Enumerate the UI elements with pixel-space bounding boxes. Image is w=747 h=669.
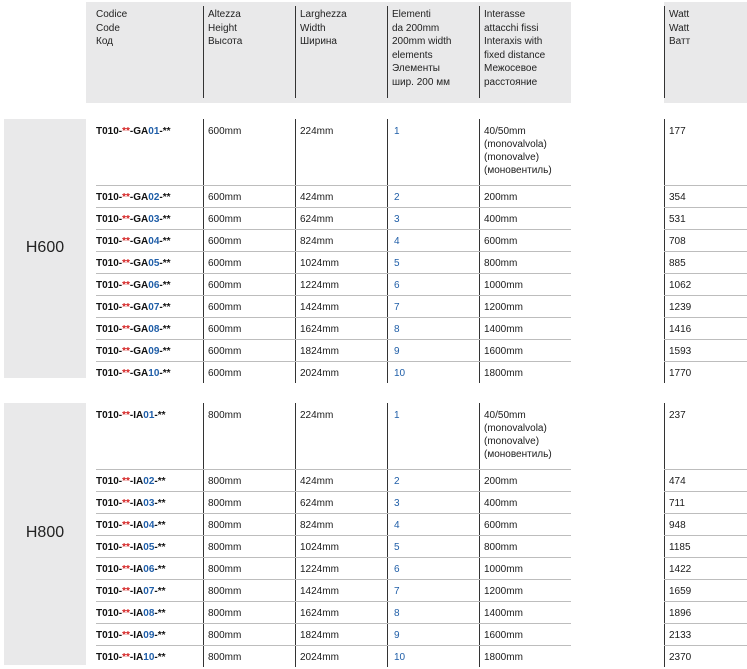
watt-value: 177 bbox=[669, 126, 686, 137]
interaxis-line: 600mm bbox=[484, 236, 518, 247]
elements-value: 9 bbox=[394, 630, 400, 641]
interaxis-line: 1600mm bbox=[484, 630, 523, 641]
watt-value: 2370 bbox=[669, 652, 692, 663]
width-value: 624mm bbox=[300, 214, 334, 225]
code-number: 06 bbox=[143, 564, 155, 575]
height-value: 600mm bbox=[208, 346, 242, 357]
width-value: 224mm bbox=[300, 410, 334, 421]
watt-value: 711 bbox=[669, 498, 685, 509]
code-number: 01 bbox=[148, 126, 160, 137]
product-code bbox=[96, 213, 171, 226]
interaxis-line: 1600mm bbox=[484, 346, 523, 357]
code-number: 08 bbox=[143, 608, 155, 619]
code-number: 01 bbox=[143, 410, 155, 421]
header-watt: Watt Watt Ватт bbox=[669, 9, 691, 47]
row-separator-watt bbox=[664, 601, 747, 602]
product-code bbox=[96, 191, 171, 204]
row-separator bbox=[96, 579, 571, 580]
product-code bbox=[96, 257, 171, 270]
width-value: 224mm bbox=[300, 126, 334, 137]
product-code bbox=[96, 519, 166, 532]
code-prefix: T010- bbox=[96, 542, 123, 553]
height-value: 600mm bbox=[208, 192, 242, 203]
interaxis-line: (monovalvola) bbox=[484, 423, 547, 434]
watt-value: 1185 bbox=[669, 542, 691, 553]
header-elements: Elementi da 200mm 200mm width elements Элементы шир. 200 мм bbox=[392, 9, 452, 88]
elements-value: 6 bbox=[394, 564, 400, 575]
interaxis-line: 800mm bbox=[484, 258, 518, 269]
interaxis-value bbox=[484, 629, 523, 642]
row-separator-watt bbox=[664, 645, 747, 646]
code-series: -GA bbox=[129, 126, 149, 137]
row-separator bbox=[96, 557, 571, 558]
watt-value: 1062 bbox=[669, 280, 692, 291]
watt-value: 1416 bbox=[669, 324, 692, 335]
header-column-separator bbox=[295, 6, 296, 98]
code-series: -GA bbox=[129, 236, 149, 247]
elements-value: 5 bbox=[394, 542, 400, 553]
row-separator-watt bbox=[664, 513, 747, 514]
code-series: -IA bbox=[129, 630, 144, 641]
code-variant-marker: ** bbox=[122, 368, 130, 379]
row-separator-watt bbox=[664, 623, 747, 624]
code-number: 03 bbox=[143, 498, 155, 509]
interaxis-value bbox=[484, 279, 523, 292]
code-number: 09 bbox=[148, 346, 160, 357]
row-separator-watt bbox=[664, 339, 747, 340]
row-separator bbox=[96, 469, 571, 470]
code-series: -IA bbox=[129, 652, 144, 663]
code-series: -IA bbox=[129, 586, 144, 597]
height-value: 800mm bbox=[208, 542, 242, 553]
code-number: 04 bbox=[143, 520, 155, 531]
interaxis-line: (моновентиль) bbox=[484, 165, 552, 176]
code-prefix: T010- bbox=[96, 236, 123, 247]
header-width: Larghezza Width Ширина bbox=[300, 9, 347, 47]
product-code bbox=[96, 301, 171, 314]
code-prefix: T010- bbox=[96, 126, 123, 137]
elements-value: 10 bbox=[394, 652, 406, 663]
row-separator bbox=[96, 273, 571, 274]
interaxis-line: 1000mm bbox=[484, 280, 523, 291]
interaxis-line: (monovalve) bbox=[484, 152, 540, 163]
row-separator-watt bbox=[664, 251, 747, 252]
width-value: 1424mm bbox=[300, 586, 339, 597]
code-suffix: -** bbox=[159, 236, 171, 247]
product-code bbox=[96, 235, 171, 248]
row-separator bbox=[96, 229, 571, 230]
row-separator-watt bbox=[664, 317, 747, 318]
product-code bbox=[96, 279, 171, 292]
interaxis-line: 400mm bbox=[484, 214, 518, 225]
row-separator bbox=[96, 491, 571, 492]
code-suffix: -** bbox=[154, 476, 166, 487]
code-variant-marker: ** bbox=[122, 520, 130, 531]
code-variant-marker: ** bbox=[122, 542, 130, 553]
group-label: H800 bbox=[25, 524, 65, 541]
code-variant-marker: ** bbox=[122, 608, 130, 619]
code-number: 05 bbox=[143, 542, 155, 553]
elements-value: 6 bbox=[394, 280, 400, 291]
watt-value: 948 bbox=[669, 520, 686, 531]
code-prefix: T010- bbox=[96, 520, 123, 531]
code-number: 06 bbox=[148, 280, 160, 291]
code-suffix: -** bbox=[154, 630, 166, 641]
row-separator bbox=[96, 513, 571, 514]
width-value: 1224mm bbox=[300, 280, 339, 291]
width-value: 624mm bbox=[300, 498, 334, 509]
row-separator-watt bbox=[664, 469, 747, 470]
code-suffix: -** bbox=[154, 542, 166, 553]
watt-value: 1896 bbox=[669, 608, 692, 619]
code-suffix: -** bbox=[154, 520, 166, 531]
interaxis-value bbox=[484, 213, 517, 226]
code-variant-marker: ** bbox=[122, 498, 130, 509]
code-number: 02 bbox=[148, 192, 160, 203]
interaxis-line: 40/50mm bbox=[484, 126, 526, 137]
product-code bbox=[96, 607, 166, 620]
code-variant-marker: ** bbox=[122, 652, 130, 663]
watt-value: 237 bbox=[669, 410, 686, 421]
code-suffix: -** bbox=[159, 368, 171, 379]
code-suffix: -** bbox=[159, 346, 171, 357]
code-suffix: -** bbox=[154, 652, 166, 663]
interaxis-value bbox=[484, 651, 523, 664]
width-value: 2024mm bbox=[300, 652, 339, 663]
interaxis-line: 200mm bbox=[484, 476, 518, 487]
code-variant-marker: ** bbox=[122, 302, 130, 313]
row-separator bbox=[96, 361, 571, 362]
height-value: 800mm bbox=[208, 586, 242, 597]
code-suffix: -** bbox=[154, 586, 166, 597]
interaxis-value bbox=[484, 475, 517, 488]
code-suffix: -** bbox=[159, 280, 171, 291]
height-value: 600mm bbox=[208, 258, 242, 269]
code-prefix: T010- bbox=[96, 608, 123, 619]
interaxis-value bbox=[484, 497, 517, 510]
row-separator-watt bbox=[664, 185, 747, 186]
interaxis-line: 600mm bbox=[484, 520, 518, 531]
interaxis-value bbox=[484, 585, 523, 598]
code-prefix: T010- bbox=[96, 324, 123, 335]
code-prefix: T010- bbox=[96, 410, 123, 421]
width-value: 824mm bbox=[300, 236, 334, 247]
code-suffix: -** bbox=[159, 214, 171, 225]
height-value: 800mm bbox=[208, 564, 242, 575]
code-variant-marker: ** bbox=[122, 630, 130, 641]
code-prefix: T010- bbox=[96, 498, 123, 509]
elements-value: 4 bbox=[394, 520, 400, 531]
code-number: 05 bbox=[148, 258, 160, 269]
watt-value: 1422 bbox=[669, 564, 692, 575]
code-suffix: -** bbox=[154, 410, 166, 421]
height-value: 600mm bbox=[208, 214, 242, 225]
interaxis-line: 800mm bbox=[484, 542, 518, 553]
code-number: 07 bbox=[148, 302, 160, 313]
height-value: 600mm bbox=[208, 302, 242, 313]
code-series: -GA bbox=[129, 302, 149, 313]
width-value: 1224mm bbox=[300, 564, 339, 575]
row-separator bbox=[96, 645, 571, 646]
height-value: 600mm bbox=[208, 236, 242, 247]
watt-value: 885 bbox=[669, 258, 686, 269]
watt-value: 1593 bbox=[669, 346, 692, 357]
watt-value: 1770 bbox=[669, 368, 692, 379]
code-series: -GA bbox=[129, 214, 149, 225]
code-number: 10 bbox=[143, 652, 155, 663]
code-variant-marker: ** bbox=[122, 126, 130, 137]
row-separator-watt bbox=[664, 491, 747, 492]
header-column-separator bbox=[203, 6, 204, 98]
product-code bbox=[96, 409, 166, 422]
elements-value: 7 bbox=[394, 586, 400, 597]
watt-value: 474 bbox=[669, 476, 686, 487]
row-separator bbox=[96, 535, 571, 536]
product-code bbox=[96, 323, 171, 336]
watt-value: 354 bbox=[669, 192, 686, 203]
code-suffix: -** bbox=[154, 608, 166, 619]
row-separator bbox=[96, 317, 571, 318]
code-prefix: T010- bbox=[96, 192, 123, 203]
height-value: 600mm bbox=[208, 324, 242, 335]
watt-value: 2133 bbox=[669, 630, 692, 641]
code-suffix: -** bbox=[159, 302, 171, 313]
product-code bbox=[96, 475, 166, 488]
code-prefix: T010- bbox=[96, 214, 123, 225]
interaxis-line: 1800mm bbox=[484, 652, 523, 663]
group-label: H600 bbox=[25, 238, 65, 256]
code-prefix: T010- bbox=[96, 346, 123, 357]
code-series: -IA bbox=[129, 564, 144, 575]
code-variant-marker: ** bbox=[122, 192, 130, 203]
height-value: 600mm bbox=[208, 368, 242, 379]
product-code bbox=[96, 563, 166, 576]
row-separator bbox=[96, 623, 571, 624]
product-code bbox=[96, 651, 166, 664]
elements-value: 8 bbox=[394, 324, 400, 335]
elements-value: 7 bbox=[394, 302, 400, 313]
code-variant-marker: ** bbox=[122, 214, 130, 225]
row-separator bbox=[96, 251, 571, 252]
interaxis-line: 1200mm bbox=[484, 586, 523, 597]
width-value: 1024mm bbox=[300, 258, 339, 269]
width-value: 424mm bbox=[300, 192, 334, 203]
product-code bbox=[96, 125, 171, 138]
product-code bbox=[96, 345, 171, 358]
code-series: -IA bbox=[129, 520, 144, 531]
code-prefix: T010- bbox=[96, 652, 123, 663]
width-value: 1624mm bbox=[300, 324, 339, 335]
code-series: -IA bbox=[129, 410, 144, 421]
product-code bbox=[96, 541, 166, 554]
width-value: 1824mm bbox=[300, 630, 339, 641]
header-height: Altezza Height Высота bbox=[208, 9, 243, 47]
elements-value: 4 bbox=[394, 236, 400, 247]
interaxis-value bbox=[484, 541, 517, 554]
width-value: 1824mm bbox=[300, 346, 339, 357]
code-variant-marker: ** bbox=[122, 258, 130, 269]
code-number: 08 bbox=[148, 324, 160, 335]
row-separator-watt bbox=[664, 579, 747, 580]
interaxis-value bbox=[484, 409, 552, 461]
interaxis-line: 1000mm bbox=[484, 564, 523, 575]
interaxis-value bbox=[484, 125, 552, 177]
code-prefix: T010- bbox=[96, 302, 123, 313]
interaxis-line: (моновентиль) bbox=[484, 449, 552, 460]
code-variant-marker: ** bbox=[122, 564, 130, 575]
width-value: 2024mm bbox=[300, 368, 339, 379]
elements-value: 1 bbox=[394, 410, 400, 421]
elements-value: 10 bbox=[394, 368, 406, 379]
code-series: -GA bbox=[129, 324, 149, 335]
height-value: 600mm bbox=[208, 126, 242, 137]
interaxis-value bbox=[484, 191, 517, 204]
code-series: -IA bbox=[129, 542, 144, 553]
interaxis-line: (monovalvola) bbox=[484, 139, 547, 150]
watt-value: 1659 bbox=[669, 586, 692, 597]
code-number: 02 bbox=[143, 476, 155, 487]
code-suffix: -** bbox=[159, 324, 171, 335]
height-value: 800mm bbox=[208, 410, 242, 421]
row-separator-watt bbox=[664, 273, 747, 274]
interaxis-value bbox=[484, 323, 523, 336]
code-variant-marker: ** bbox=[122, 346, 130, 357]
interaxis-value bbox=[484, 563, 523, 576]
row-separator bbox=[96, 339, 571, 340]
width-value: 1024mm bbox=[300, 542, 339, 553]
code-variant-marker: ** bbox=[122, 280, 130, 291]
row-separator-watt bbox=[664, 295, 747, 296]
code-series: -GA bbox=[129, 258, 149, 269]
code-number: 04 bbox=[148, 236, 160, 247]
code-suffix: -** bbox=[159, 126, 171, 137]
code-series: -GA bbox=[129, 192, 149, 203]
interaxis-line: 40/50mm bbox=[484, 410, 526, 421]
code-series: -IA bbox=[129, 498, 144, 509]
height-value: 800mm bbox=[208, 520, 242, 531]
code-number: 10 bbox=[148, 368, 160, 379]
width-value: 424mm bbox=[300, 476, 334, 487]
code-prefix: T010- bbox=[96, 586, 123, 597]
code-number: 09 bbox=[143, 630, 155, 641]
code-series: -GA bbox=[129, 368, 149, 379]
product-code bbox=[96, 497, 166, 510]
code-number: 07 bbox=[143, 586, 155, 597]
interaxis-value bbox=[484, 607, 523, 620]
code-variant-marker: ** bbox=[122, 324, 130, 335]
code-prefix: T010- bbox=[96, 280, 123, 291]
watt-value: 531 bbox=[669, 214, 686, 225]
code-variant-marker: ** bbox=[122, 476, 130, 487]
interaxis-line: (monovalve) bbox=[484, 436, 540, 447]
interaxis-value bbox=[484, 367, 523, 380]
code-variant-marker: ** bbox=[122, 236, 130, 247]
code-prefix: T010- bbox=[96, 564, 123, 575]
elements-value: 5 bbox=[394, 258, 400, 269]
header-column-separator bbox=[664, 6, 665, 98]
interaxis-line: 1400mm bbox=[484, 324, 523, 335]
code-number: 03 bbox=[148, 214, 160, 225]
row-separator-watt bbox=[664, 535, 747, 536]
watt-value: 1239 bbox=[669, 302, 692, 313]
interaxis-value bbox=[484, 235, 517, 248]
code-prefix: T010- bbox=[96, 476, 123, 487]
height-value: 600mm bbox=[208, 280, 242, 291]
interaxis-value bbox=[484, 345, 523, 358]
height-value: 800mm bbox=[208, 498, 242, 509]
elements-value: 9 bbox=[394, 346, 400, 357]
height-value: 800mm bbox=[208, 630, 242, 641]
width-value: 1424mm bbox=[300, 302, 339, 313]
row-separator-watt bbox=[664, 229, 747, 230]
header-interaxis: Interasse attacchi fissi Interaxis with fixed distance Межосевое расстояние bbox=[484, 9, 546, 88]
product-code bbox=[96, 585, 166, 598]
header-code: Codice Code Код bbox=[96, 9, 128, 47]
code-suffix: -** bbox=[154, 498, 166, 509]
interaxis-value bbox=[484, 519, 517, 532]
elements-value: 3 bbox=[394, 214, 400, 225]
interaxis-line: 1200mm bbox=[484, 302, 523, 313]
code-suffix: -** bbox=[159, 192, 171, 203]
code-series: -GA bbox=[129, 280, 149, 291]
row-separator bbox=[96, 295, 571, 296]
interaxis-line: 1800mm bbox=[484, 368, 523, 379]
product-code bbox=[96, 629, 166, 642]
header-column-separator bbox=[479, 6, 480, 98]
code-suffix: -** bbox=[154, 564, 166, 575]
row-separator-watt bbox=[664, 361, 747, 362]
row-separator-watt bbox=[664, 557, 747, 558]
interaxis-value bbox=[484, 301, 523, 314]
interaxis-line: 200mm bbox=[484, 192, 518, 203]
code-variant-marker: ** bbox=[122, 410, 130, 421]
interaxis-value bbox=[484, 257, 517, 270]
product-code bbox=[96, 367, 171, 380]
row-separator-watt bbox=[664, 207, 747, 208]
interaxis-line: 400mm bbox=[484, 498, 518, 509]
elements-value: 2 bbox=[394, 192, 400, 203]
height-value: 800mm bbox=[208, 608, 242, 619]
watt-value: 708 bbox=[669, 236, 686, 247]
header-column-separator bbox=[387, 6, 388, 98]
row-separator bbox=[96, 185, 571, 186]
elements-value: 1 bbox=[394, 126, 400, 137]
height-value: 800mm bbox=[208, 476, 242, 487]
code-prefix: T010- bbox=[96, 258, 123, 269]
code-series: -IA bbox=[129, 608, 144, 619]
code-series: -GA bbox=[129, 346, 149, 357]
code-prefix: T010- bbox=[96, 368, 123, 379]
code-variant-marker: ** bbox=[122, 586, 130, 597]
width-value: 1624mm bbox=[300, 608, 339, 619]
width-value: 824mm bbox=[300, 520, 334, 531]
code-suffix: -** bbox=[159, 258, 171, 269]
row-separator bbox=[96, 601, 571, 602]
elements-value: 2 bbox=[394, 476, 400, 487]
elements-value: 3 bbox=[394, 498, 400, 509]
row-separator bbox=[96, 207, 571, 208]
interaxis-line: 1400mm bbox=[484, 608, 523, 619]
code-prefix: T010- bbox=[96, 630, 123, 641]
height-value: 800mm bbox=[208, 652, 242, 663]
elements-value: 8 bbox=[394, 608, 400, 619]
code-series: -IA bbox=[129, 476, 144, 487]
